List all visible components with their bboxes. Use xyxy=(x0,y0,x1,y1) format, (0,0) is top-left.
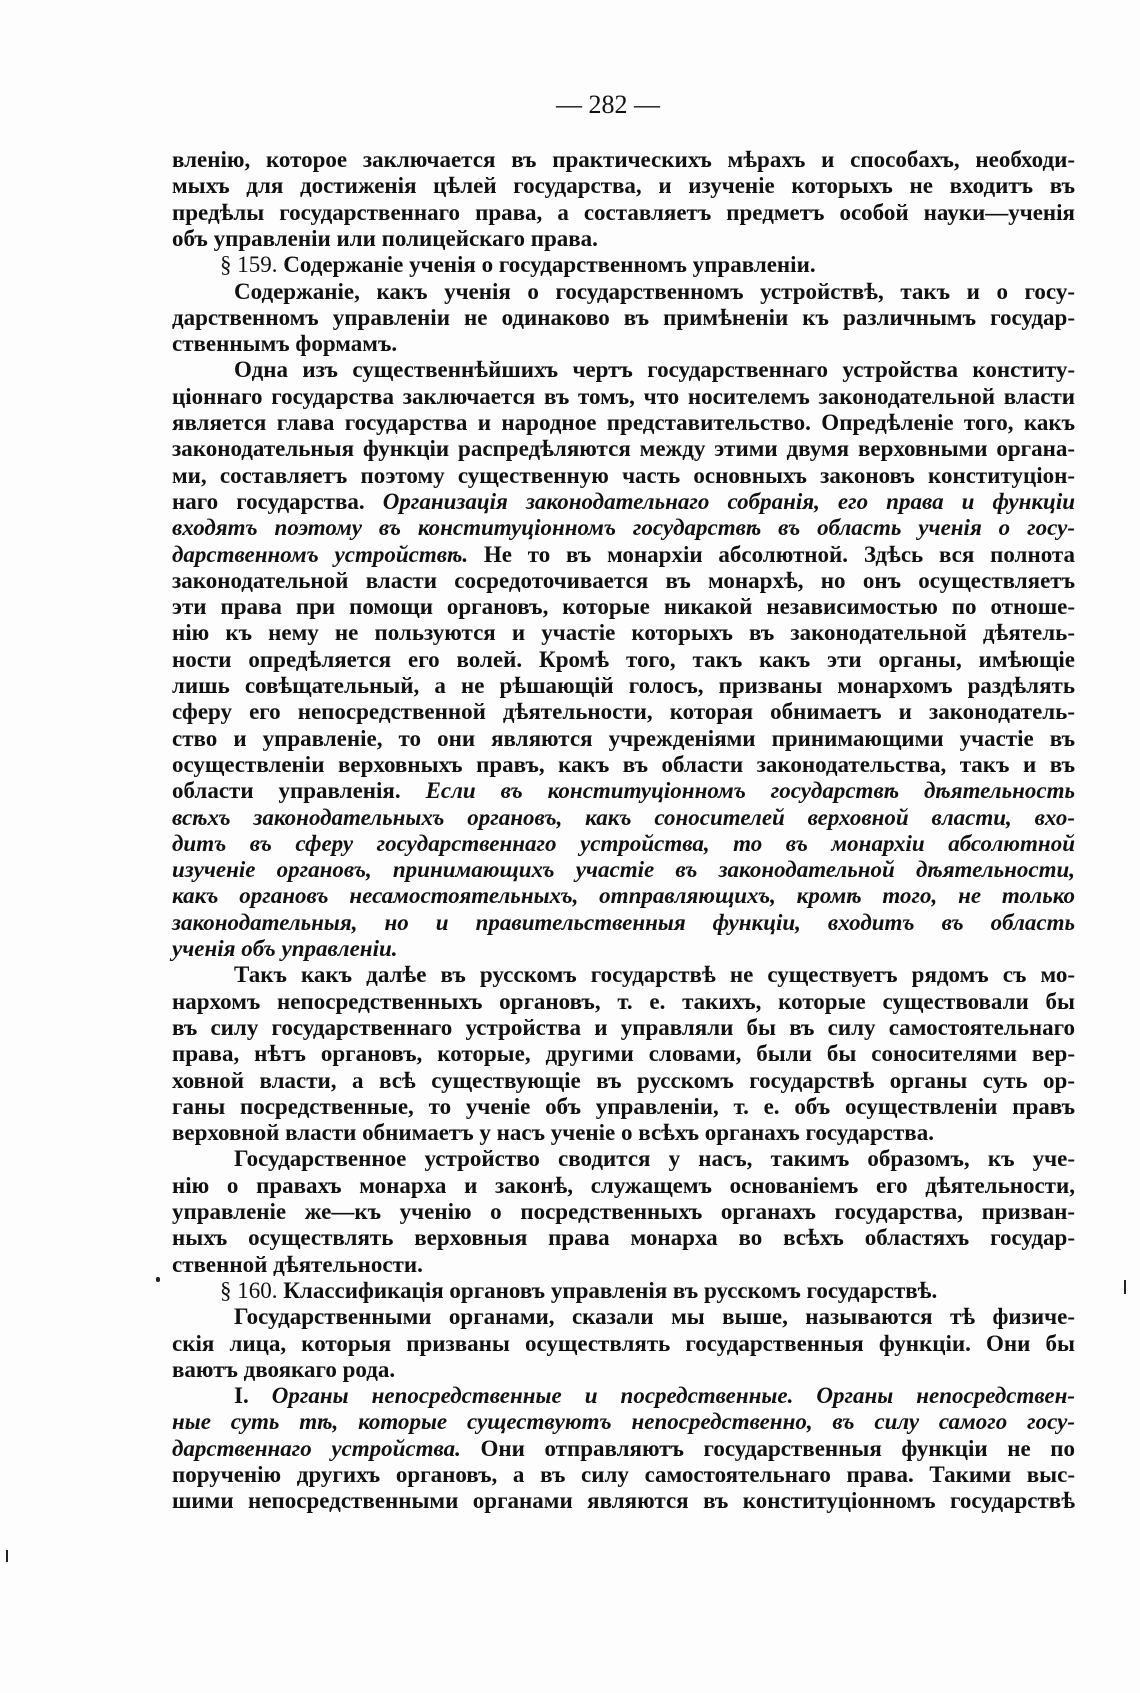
text-run: порученію другихъ органовъ, а въ силу самостоятельнаго права. Такими выс- xyxy=(172,1462,1075,1487)
text-line xyxy=(172,830,1075,857)
text-run: ство и управленіе, то они являются учрежденіями принимающими участіе въ xyxy=(172,725,1075,751)
text-line xyxy=(172,988,1075,1015)
italic-text: входятъ поэтому въ конституціонномъ государствѣ въ область ученія о госу- xyxy=(172,515,1075,541)
text-line xyxy=(172,725,1075,752)
scan-speck xyxy=(1124,1280,1126,1294)
text-run: дарственномъ управленіи не одинаково въ примѣненіи къ различнымъ государ- xyxy=(172,304,1075,330)
text-run: I. xyxy=(234,1383,272,1409)
text-line xyxy=(172,435,1075,462)
text-line xyxy=(172,1461,1075,1488)
text-run: ми, составляетъ поэтому существенную часть основныхъ законовъ конституціон- xyxy=(172,462,1075,488)
text-line xyxy=(172,1119,1075,1146)
text-run: права, нѣтъ органовъ, которые, другими словами, были бы соносителями вер- xyxy=(172,1041,1075,1067)
italic-text: законодательныя, но и правительственныя функціи, входитъ въ область xyxy=(172,909,1075,935)
text-line xyxy=(172,698,1075,725)
text-run: законодательныя функціи распредѣляются между этими двумя верховными органа- xyxy=(172,436,1075,462)
text-run: нархомъ непосредственныхъ органовъ, т. е. такихъ, которые существовали бы xyxy=(172,988,1075,1014)
text-run: ственнымъ формамъ. xyxy=(172,331,398,357)
text-line xyxy=(172,1040,1075,1067)
text-line xyxy=(172,199,1075,226)
italic-text: ученія объ управленіи. xyxy=(172,936,398,961)
text-run: ганы посредственные, то ученіе объ управленіи, т. е. объ осуществленіи правъ xyxy=(172,1093,1075,1119)
italic-text: изученіе органовъ, принимающихъ участіе въ законодательной дѣятельности, xyxy=(172,857,1075,883)
text-line xyxy=(172,1435,1075,1462)
section-heading xyxy=(220,1277,1075,1304)
text-run: лишь совѣщательный, а не рѣшающій голосъ, призваны монархомъ раздѣлять xyxy=(172,673,1075,698)
text-run: объ управленіи или полицейскаго права. xyxy=(172,225,598,251)
text-line xyxy=(172,909,1075,936)
text-run: законодательной власти сосредоточивается въ монархѣ, но онъ осуществляетъ xyxy=(172,567,1075,593)
text-run: нію къ нему не пользуются и участіе которыхъ въ законодательной дѣятель- xyxy=(172,620,1075,646)
text-line xyxy=(172,1251,1075,1278)
text-run: эти права при помощи органовъ, которые никакой независимостью по отноше- xyxy=(172,594,1075,620)
text-line xyxy=(234,961,1075,988)
text-run: § 160. xyxy=(220,1277,284,1303)
text-line xyxy=(172,330,1075,357)
text-line xyxy=(172,646,1075,673)
text-line xyxy=(172,751,1075,778)
text-line xyxy=(172,882,1075,909)
section-heading xyxy=(220,251,1075,278)
text-line xyxy=(172,488,1075,515)
italic-text: Органы непосредственные и посредственные. Органы непосредствен- xyxy=(271,1383,1075,1409)
text-line xyxy=(172,935,1075,962)
italic-text: всѣхъ законодательныхъ органовъ, какъ соносителей верховной власти, вхо- xyxy=(172,804,1075,830)
text-line xyxy=(172,225,1075,252)
italic-text: Если въ конституціонномъ государствѣ дѣятельность xyxy=(425,778,1076,804)
text-run: ности опредѣляется его волей. Кромѣ того, такъ какъ эти органы, имѣющіе xyxy=(172,646,1075,672)
text-line xyxy=(172,1067,1075,1094)
text-run: верховной власти обнимаетъ у насъ ученіе о всѣхъ органахъ государства. xyxy=(172,1120,934,1146)
heading-title: Содержаніе ученія о государственномъ управленіи. xyxy=(283,252,816,278)
text-run: ціоннаго государства заключается въ томъ, что носителемъ законодательной власти xyxy=(172,383,1075,409)
text-line xyxy=(172,541,1075,568)
scan-speck xyxy=(6,1550,8,1562)
text-line xyxy=(172,462,1075,489)
text-line xyxy=(172,1224,1075,1251)
text-line xyxy=(172,304,1075,331)
text-run: является глава государства и народное представительство. Опредѣленіе того, какъ xyxy=(172,410,1075,435)
text-line xyxy=(234,356,1075,383)
text-run: вленію, которое заключается въ практическихъ мѣрахъ и способахъ, необходи- xyxy=(172,147,1075,172)
text-run: ныхъ осуществлять верховныя права монарха во всѣхъ областяхъ государ- xyxy=(172,1225,1075,1251)
text-run: Государственное устройство сводится у насъ, такимъ образомъ, къ уче- xyxy=(234,1146,1075,1172)
text-run: нію о правахъ монарха и законѣ, служащемъ основаніемъ его дѣятельности, xyxy=(172,1172,1075,1198)
text-line xyxy=(234,1382,1075,1409)
text-run: Государственными органами, сказали мы выше, называются тѣ физиче- xyxy=(234,1304,1075,1330)
text-run: Они отправляютъ государственныя функціи не по xyxy=(460,1435,1075,1461)
text-line xyxy=(172,1487,1075,1514)
text-line xyxy=(172,856,1075,883)
text-run: предѣлы государственнаго права, а составляетъ предметъ особой науки—ученія xyxy=(172,199,1075,225)
text-line xyxy=(172,619,1075,646)
text-line xyxy=(172,1014,1075,1041)
text-run: скія лица, которыя призваны осуществлять государственныя функціи. Они бы xyxy=(172,1330,1075,1356)
text-run: управленіе же—къ ученію о посредственныхъ органахъ государства, призван- xyxy=(172,1199,1075,1224)
text-run: Такъ какъ далѣе въ русскомъ государствѣ не существуетъ рядомъ съ мо- xyxy=(234,962,1075,988)
text-line xyxy=(234,1303,1075,1330)
text-line xyxy=(172,593,1075,620)
text-line xyxy=(172,672,1075,699)
text-line xyxy=(172,1093,1075,1120)
italic-text: Организація законодательнаго собранія, его права и функціи xyxy=(382,488,1076,514)
text-line xyxy=(234,278,1075,305)
text-line xyxy=(172,567,1075,594)
italic-text: дарственномъ устройствѣ. xyxy=(172,541,469,567)
text-line xyxy=(172,1330,1075,1357)
text-line xyxy=(172,514,1075,541)
text-run: Содержаніе, какъ ученія о государственномъ устройствѣ, такъ и о госу- xyxy=(234,278,1075,304)
text-line xyxy=(172,804,1075,831)
text-line xyxy=(172,1356,1075,1383)
text-run: области управленія. xyxy=(172,778,426,804)
heading-title: Классификація органовъ управленія въ русскомъ государствѣ. xyxy=(283,1277,938,1303)
text-run: мыхъ для достиженія цѣлей государства, и изученіе которыхъ не входитъ въ xyxy=(172,173,1075,199)
text-run: § 159. xyxy=(220,252,284,278)
text-run: сферу его непосредственной дѣятельности, которая обнимаетъ и законодатель- xyxy=(172,699,1075,725)
text-run: осуществленіи верховныхъ правъ, какъ въ области законодательства, такъ и въ xyxy=(172,751,1075,777)
italic-text: дарственнаго устройства. xyxy=(172,1435,461,1461)
italic-text: какъ органовъ несамостоятельныхъ, отправляющихъ, кромѣ того, не только xyxy=(172,883,1075,909)
text-line xyxy=(172,172,1075,199)
text-line xyxy=(172,777,1075,804)
text-run: ховной власти, а всѣ существующіе въ русскомъ государствѣ органы суть ор- xyxy=(172,1067,1075,1093)
text-line xyxy=(172,1198,1075,1225)
text-run: ственной дѣятельности. xyxy=(172,1251,423,1277)
text-line xyxy=(172,1408,1075,1435)
text-run: шими непосредственными органами являются въ конституціонномъ государствѣ xyxy=(172,1488,1075,1514)
text-line xyxy=(172,146,1075,173)
text-line xyxy=(234,1145,1075,1172)
text-run: ваютъ двоякаго рода. xyxy=(172,1356,396,1382)
text-line xyxy=(172,1172,1075,1199)
page-number: — 282 — xyxy=(556,90,660,119)
scan-speck xyxy=(156,1277,160,1282)
text-run: Не то въ монархіи абсолютной. Здѣсь вся полнота xyxy=(468,541,1075,567)
text-line xyxy=(172,409,1075,436)
text-run: наго государства. xyxy=(172,488,383,514)
italic-text: дитъ въ сферу государственнаго устройства, то въ монархіи абсолютной xyxy=(172,830,1075,856)
italic-text: ные суть тѣ, которые существуютъ непосредственно, въ силу самого госу- xyxy=(172,1409,1075,1435)
text-line xyxy=(172,383,1075,410)
text-run: въ силу государственнаго устройства и управляли бы въ силу самостоятельнаго xyxy=(172,1014,1075,1040)
text-run: Одна изъ существеннѣйшихъ чертъ государственнаго устройства конститу- xyxy=(234,357,1075,383)
